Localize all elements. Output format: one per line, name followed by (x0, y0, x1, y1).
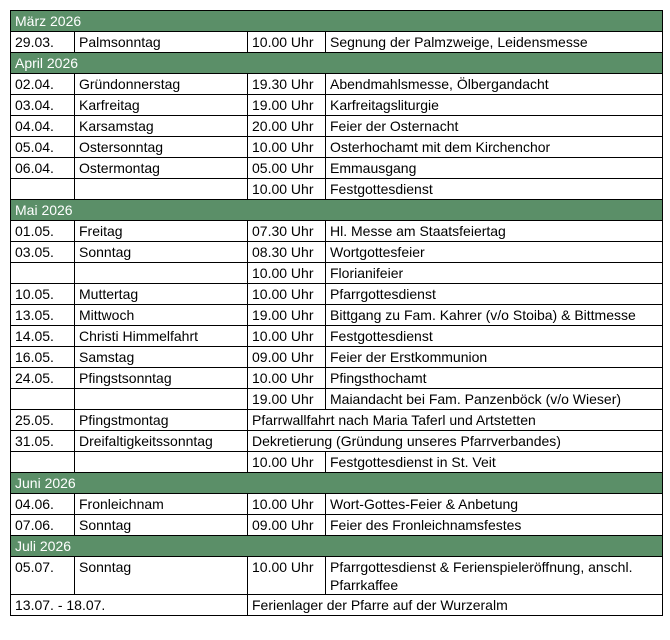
event-cell: Festgottesdienst in St. Veit (326, 452, 663, 473)
day-cell: Samstag (75, 347, 248, 368)
date-cell: 05.07. (11, 557, 75, 595)
time-cell: 10.00 Uhr (248, 179, 326, 200)
date-cell: 06.04. (11, 158, 75, 179)
event-cell: Dekretierung (Gründung unseres Pfarrverbandes) (248, 431, 663, 452)
month-header-row (11, 11, 663, 32)
date-cell (11, 263, 75, 284)
month-header: Juni 2026 (11, 473, 663, 494)
month-header-row (11, 200, 663, 221)
day-cell: Christi Himmelfahrt (75, 326, 248, 347)
table-row (11, 221, 663, 242)
date-cell: 31.05. (11, 431, 75, 452)
table-row (11, 95, 663, 116)
time-cell: 19.00 Uhr (248, 95, 326, 116)
time-cell: 10.00 Uhr (248, 137, 326, 158)
event-cell: Osterhochamt mit dem Kirchenchor (326, 137, 663, 158)
table-row (11, 431, 663, 452)
event-cell: Segnung der Palmzweige, Leidensmesse (326, 32, 663, 53)
event-cell: Feier der Osternacht (326, 116, 663, 137)
time-cell: 08.30 Uhr (248, 242, 326, 263)
table-row (11, 242, 663, 263)
day-cell (75, 179, 248, 200)
day-cell (75, 389, 248, 410)
date-cell: 03.05. (11, 242, 75, 263)
table-row (11, 595, 663, 616)
date-cell: 29.03. (11, 32, 75, 53)
table-row (11, 116, 663, 137)
day-cell: Gründonnerstag (75, 74, 248, 95)
table-row (11, 263, 663, 284)
day-cell: Sonntag (75, 557, 248, 595)
month-header: April 2026 (11, 53, 663, 74)
month-header-row (11, 536, 663, 557)
time-cell: 10.00 Uhr (248, 494, 326, 515)
date-cell: 10.05. (11, 284, 75, 305)
day-cell: Dreifaltigkeitssonntag (75, 431, 248, 452)
table-row (11, 32, 663, 53)
time-cell: 10.00 Uhr (248, 326, 326, 347)
time-cell: 05.00 Uhr (248, 158, 326, 179)
table-row (11, 452, 663, 473)
date-cell: 14.05. (11, 326, 75, 347)
date-cell: 25.05. (11, 410, 75, 431)
table-row (11, 284, 663, 305)
date-cell: 04.06. (11, 494, 75, 515)
event-cell: Wort-Gottes-Feier & Anbetung (326, 494, 663, 515)
time-cell: 10.00 Uhr (248, 452, 326, 473)
table-row (11, 410, 663, 431)
date-cell: 07.06. (11, 515, 75, 536)
time-cell: 19.00 Uhr (248, 305, 326, 326)
parish-schedule-table (10, 10, 663, 616)
table-row (11, 326, 663, 347)
time-cell: 10.00 Uhr (248, 263, 326, 284)
event-cell: Florianifeier (326, 263, 663, 284)
event-cell: Feier des Fronleichnamsfestes (326, 515, 663, 536)
time-cell: 10.00 Uhr (248, 284, 326, 305)
date-cell: 03.04. (11, 95, 75, 116)
day-cell: Pfingstsonntag (75, 368, 248, 389)
event-cell: Bittgang zu Fam. Kahrer (v/o Stoiba) & Bittmesse (326, 305, 663, 326)
day-cell: Freitag (75, 221, 248, 242)
event-cell: Karfreitagsliturgie (326, 95, 663, 116)
table-row (11, 74, 663, 95)
date-cell: 24.05. (11, 368, 75, 389)
event-cell: Festgottesdienst (326, 326, 663, 347)
date-cell (11, 452, 75, 473)
time-cell: 19.00 Uhr (248, 389, 326, 410)
month-header: Mai 2026 (11, 200, 663, 221)
event-cell: Festgottesdienst (326, 179, 663, 200)
event-cell: Wortgottesfeier (326, 242, 663, 263)
event-cell: Pfarrgottesdienst (326, 284, 663, 305)
table-row (11, 494, 663, 515)
table-row (11, 389, 663, 410)
day-cell: Karfreitag (75, 95, 248, 116)
day-cell: Pfingstmontag (75, 410, 248, 431)
table-row (11, 347, 663, 368)
day-cell: Sonntag (75, 515, 248, 536)
day-cell: Muttertag (75, 284, 248, 305)
day-cell: Sonntag (75, 242, 248, 263)
month-header-row (11, 53, 663, 74)
date-cell: 02.04. (11, 74, 75, 95)
table-row (11, 179, 663, 200)
day-cell: Palmsonntag (75, 32, 248, 53)
event-cell: Hl. Messe am Staatsfeiertag (326, 221, 663, 242)
event-cell: Emmausgang (326, 158, 663, 179)
date-range-cell: 13.07. - 18.07. (11, 595, 248, 616)
time-cell: 10.00 Uhr (248, 557, 326, 595)
time-cell: 10.00 Uhr (248, 32, 326, 53)
date-cell: 05.04. (11, 137, 75, 158)
table-row (11, 137, 663, 158)
day-cell: Mittwoch (75, 305, 248, 326)
day-cell (75, 452, 248, 473)
day-cell: Karsamstag (75, 116, 248, 137)
month-header: Juli 2026 (11, 536, 663, 557)
day-cell: Ostersonntag (75, 137, 248, 158)
date-cell (11, 179, 75, 200)
time-cell: 10.00 Uhr (248, 368, 326, 389)
time-cell: 09.00 Uhr (248, 347, 326, 368)
event-cell: Feier der Erstkommunion (326, 347, 663, 368)
time-cell: 20.00 Uhr (248, 116, 326, 137)
table-row (11, 368, 663, 389)
table-row (11, 515, 663, 536)
event-cell: Pfarrgottesdienst & Ferienspieleröffnung, anschl. Pfarrkaffee (326, 557, 663, 595)
date-cell: 04.04. (11, 116, 75, 137)
month-header-row (11, 473, 663, 494)
time-cell: 09.00 Uhr (248, 515, 326, 536)
event-cell: Ferienlager der Pfarre auf der Wurzeralm (248, 595, 663, 616)
event-cell: Abendmahlsmesse, Ölbergandacht (326, 74, 663, 95)
month-header: März 2026 (11, 11, 663, 32)
date-cell: 13.05. (11, 305, 75, 326)
time-cell: 07.30 Uhr (248, 221, 326, 242)
event-cell: Pfingsthochamt (326, 368, 663, 389)
table-row (11, 557, 663, 595)
day-cell: Ostermontag (75, 158, 248, 179)
date-cell: 01.05. (11, 221, 75, 242)
day-cell (75, 263, 248, 284)
date-cell: 16.05. (11, 347, 75, 368)
table-row (11, 158, 663, 179)
date-cell (11, 389, 75, 410)
event-cell: Pfarrwallfahrt nach Maria Taferl und Artstetten (248, 410, 663, 431)
day-cell: Fronleichnam (75, 494, 248, 515)
event-cell: Maiandacht bei Fam. Panzenböck (v/o Wieser) (326, 389, 663, 410)
schedule-body (11, 11, 663, 616)
time-cell: 19.30 Uhr (248, 74, 326, 95)
table-row (11, 305, 663, 326)
